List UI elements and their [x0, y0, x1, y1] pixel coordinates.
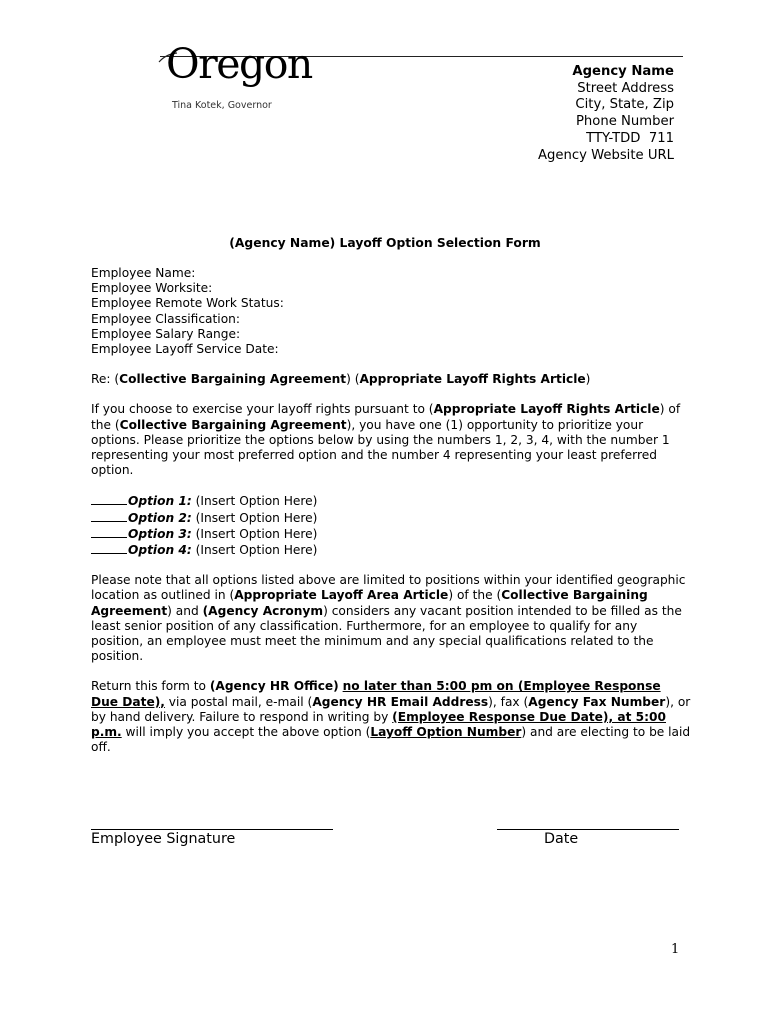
form-body: [91, 266, 691, 755]
option-2-rank-blank[interactable]: [91, 510, 127, 522]
option-row: Option 2: (Insert Option Here): [91, 510, 691, 526]
employee-layoff-service-date-field: Employee Layoff Service Date:: [91, 342, 279, 357]
employee-name-field: Employee Name:: [91, 266, 196, 280]
date-signature-line[interactable]: [497, 829, 679, 830]
employee-signature-label: Employee Signature: [91, 831, 236, 847]
options-list: [91, 493, 691, 558]
employee-remote-status-field: Employee Remote Work Status:: [91, 296, 284, 311]
option-1-rank-blank[interactable]: [91, 493, 127, 505]
return-instructions-paragraph: Return this form to (Agency HR Office) no later than 5:00 pm on (Employee Response Due Date), via postal mail, e-mail (Agency HR Email Address), fax (Agency Fax Number), or by hand delivery. Failure to respond in writing by (Employee Response Due Date), at 5:00 p.m. will imply you accept the above option (Layoff Option Number) and are electing to be laid off.: [91, 679, 691, 755]
city-state-zip: City, State, Zip: [575, 97, 674, 113]
tty-number: TTY-TDD 711: [586, 130, 674, 146]
re-line: Re: (Collective Bargaining Agreement) (Appropriate Layoff Rights Article): [91, 372, 591, 387]
agency-website: Agency Website URL: [537, 147, 674, 163]
limitations-paragraph: Please note that all options listed above are limited to positions within your identified geographic location as outlined in (Appropriate Layoff Area Article) of the (Collective Bargaining Agreement) and (Agency Acronym) considers any vacant position intended to be filled as the least senior position of any classification. Furthermore, for an employee to qualify for any position, an employee must meet the minimum and any special qualifications related to the position.: [91, 573, 686, 664]
instructions-paragraph: If you choose to exercise your layoff rights pursuant to (Appropriate Layoff Rights Article) of the (Collective Bargaining Agreement), you have one (1) opportunity to prioritize your options. Please prioritize the options below by using the numbers 1, 2, 3, 4, with the number 1 representing your most preferred option and the number 4 representing your least preferred option.: [91, 402, 681, 478]
re-cba: Collective Bargaining Agreement: [119, 372, 347, 387]
agency-name: Agency Name: [572, 64, 674, 79]
option-4-rank-blank[interactable]: [91, 542, 127, 554]
page-number: 1: [671, 942, 680, 957]
employee-classification-field: Employee Classification:: [91, 311, 240, 326]
re-article: Appropriate Layoff Rights Article: [359, 372, 586, 387]
employee-signature-line[interactable]: [91, 829, 333, 830]
employee-fields: [91, 266, 691, 357]
governor-name: Tina Kotek, Governor: [172, 100, 272, 111]
option-row: Option 4: (Insert Option Here): [91, 542, 691, 558]
employee-salary-range-field: Employee Salary Range:: [91, 326, 241, 341]
phone-number: Phone Number: [575, 114, 674, 130]
oregon-logo: Oregon: [166, 40, 312, 88]
form-title: (Agency Name) Layoff Option Selection Form: [229, 236, 541, 250]
street-address: Street Address: [577, 80, 674, 96]
option-row: Option 1: (Insert Option Here): [91, 493, 691, 509]
employee-worksite-field: Employee Worksite:: [91, 281, 213, 296]
date-label: Date: [544, 831, 579, 847]
option-row: Option 3: (Insert Option Here): [91, 526, 691, 542]
agency-address-block: [538, 64, 674, 164]
option-3-rank-blank[interactable]: [91, 526, 127, 538]
